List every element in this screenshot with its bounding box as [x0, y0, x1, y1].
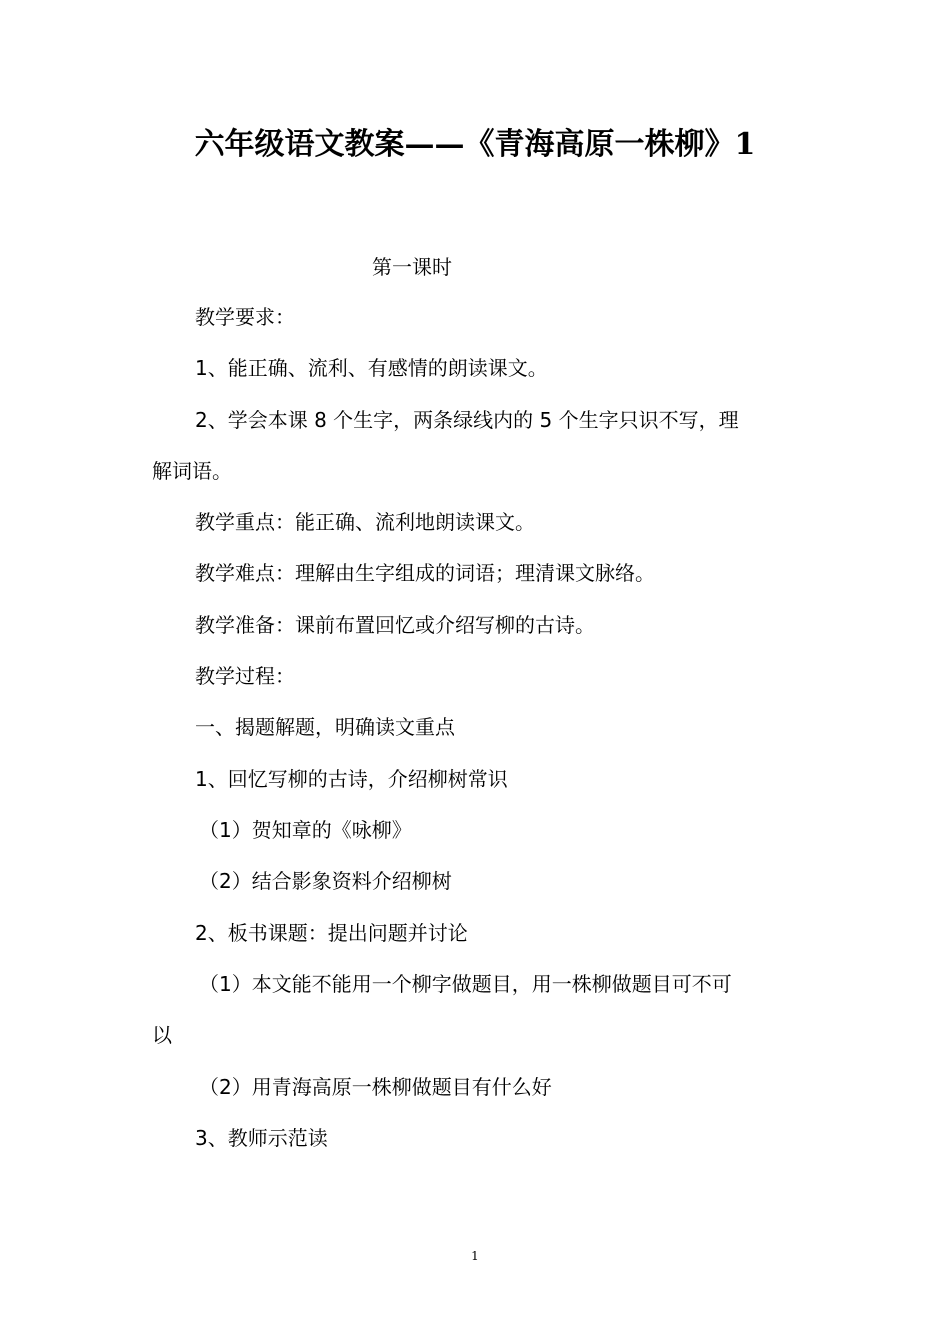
- process-subitem: （1）本文能不能用一个柳字做题目，用一株柳做题目可不可: [199, 972, 732, 996]
- page-number: 1: [471, 1249, 479, 1263]
- section-label-process: 教学过程：: [195, 664, 295, 688]
- document-title: 六年级语文教案——《青海高原一株柳》1: [194, 127, 756, 162]
- preparation: 教学准备：课前布置回忆或介绍写柳的古诗。: [195, 613, 595, 637]
- process-subitem-continuation: 以: [152, 1023, 172, 1047]
- process-subitem: （2）用青海高原一株柳做题目有什么好: [199, 1075, 552, 1099]
- process-step: 一、揭题解题，明确读文重点: [195, 715, 455, 739]
- process-item: 2、板书课题：提出问题并讨论: [195, 921, 468, 945]
- requirement-item: 2、学会本课 8 个生字，两条绿线内的 5 个生字只识不写，理: [195, 408, 739, 432]
- requirement-item: 1、能正确、流利、有感情的朗读课文。: [195, 356, 548, 380]
- process-item: 3、教师示范读: [195, 1126, 328, 1150]
- difficult-point: 教学难点：理解由生字组成的词语；理清课文脉络。: [195, 561, 655, 585]
- process-subitem: （2）结合影象资料介绍柳树: [199, 869, 452, 893]
- section-label-requirements: 教学要求：: [195, 305, 295, 329]
- key-point: 教学重点：能正确、流利地朗读课文。: [195, 510, 535, 534]
- process-item: 1、回忆写柳的古诗，介绍柳树常识: [195, 767, 508, 791]
- lesson-heading: 第一课时: [372, 255, 452, 279]
- process-subitem: （1）贺知章的《咏柳》: [199, 818, 412, 842]
- requirement-item-continuation: 解词语。: [152, 459, 232, 483]
